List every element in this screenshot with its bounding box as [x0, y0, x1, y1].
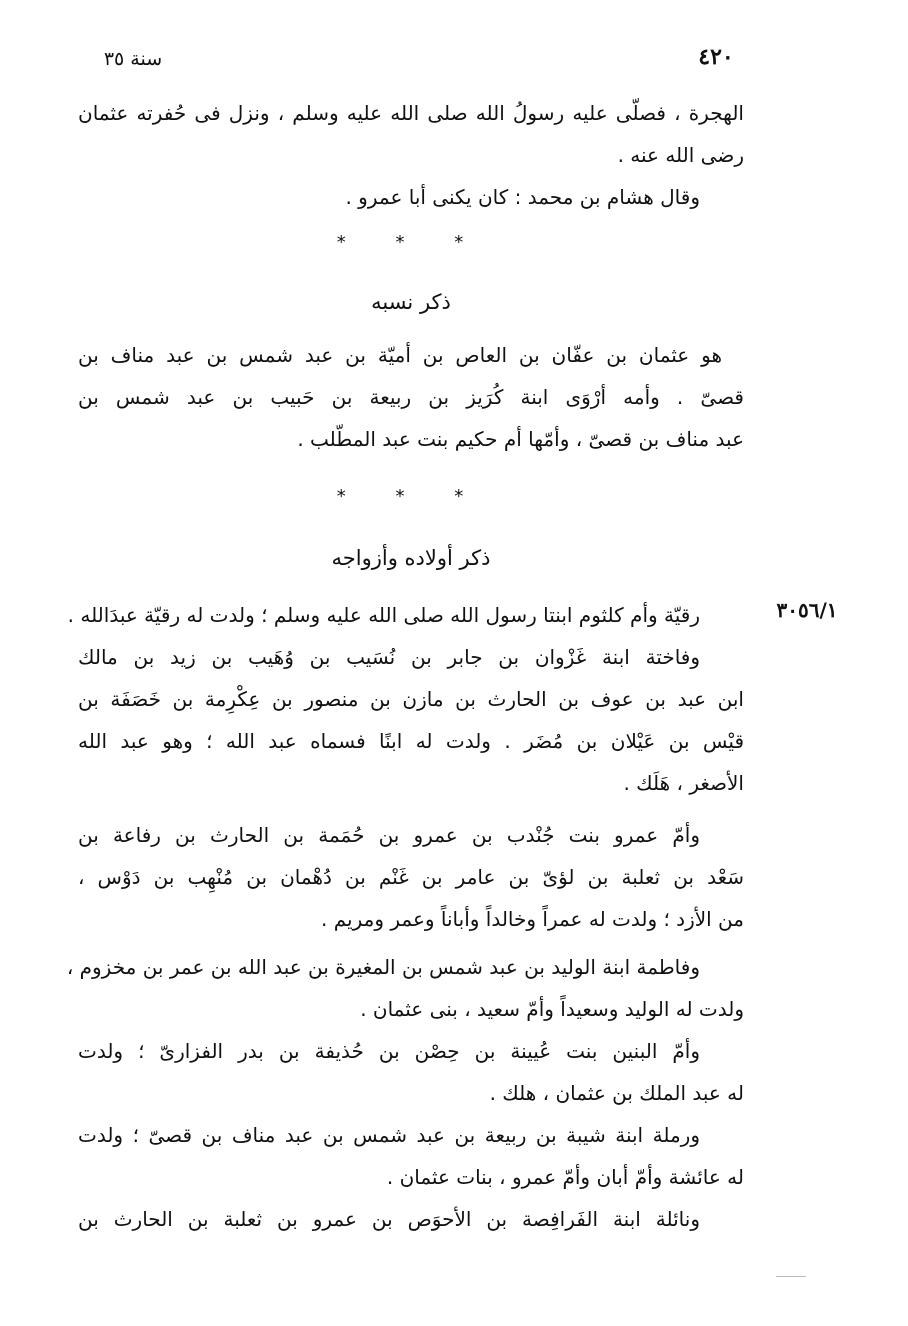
- section-heading: ذكر أولاده وأزواجه: [331, 546, 491, 570]
- text-line: وأمّ عمرو بنت جُنْدب بن عمرو بن حُمَمة بن الحارث بن رفاعة بن: [78, 823, 700, 847]
- margin-reference: ٣٠٥٦/١: [776, 598, 838, 622]
- section-heading: ذكر نسبه: [371, 290, 451, 314]
- text-line: وفاطمة ابنة الوليد بن عبد شمس بن المغيرة بن عبد الله بن عمر بن مخزوم ،: [66, 955, 700, 979]
- section-separator: * * *: [336, 486, 486, 507]
- page-number: ٤٢٠: [698, 44, 734, 70]
- text-line: ابن عبد بن عوف بن الحارث بن مازن بن منصور بن عِكْرِمة بن خَصَفَة بن: [78, 687, 744, 711]
- text-line: وقال هشام بن محمد : كان يكنى أبا عمرو .: [345, 185, 700, 209]
- text-line: ونائلة ابنة الفَرافِصة بن الأحوَص بن عمرو بن ثعلبة بن الحارث بن: [78, 1207, 700, 1231]
- text-line: قصىّ . وأمه أرْوَى ابنة كُرَيز بن ربيعة بن حَبيب بن عبد شمس بن: [78, 385, 744, 409]
- text-line: من الأزد ؛ ولدت له عمراً وخالداً وأباناً وعمر ومريم .: [320, 907, 744, 931]
- text-line: عبد مناف بن قصىّ ، وأمّها أم حكيم بنت عبد المطّلب .: [297, 427, 744, 451]
- text-line: رضى الله عنه .: [617, 143, 744, 167]
- text-line: له عبد الملك بن عثمان ، هلك .: [489, 1081, 744, 1105]
- text-line: سَعْد بن ثعلبة بن لؤىّ بن عامر بن غَنْم بن دُهْمان بن مُنْهِب بن دَوْس ،: [78, 865, 744, 889]
- text-line: وأمّ البنين بنت عُيينة بن حِصْن بن حُذيفة بن بدر الفزارىّ ؛ ولدت: [78, 1039, 700, 1063]
- text-line: وفاختة ابنة غَزْوان بن جابر بن نُسَيب بن وُهَيب بن زيد بن مالك: [78, 645, 700, 669]
- running-header-year: سنة ٣٥: [103, 48, 163, 70]
- text-line: هو عثمان بن عفّان بن العاص بن أميّة بن عبد شمس بن عبد مناف بن: [78, 343, 722, 367]
- section-separator: * * *: [336, 232, 486, 253]
- text-line: الأصغر ، هَلَك .: [623, 771, 744, 795]
- text-line: قيْس بن عَيْلان بن مُضَر . ولدت له ابنًا فسماه عبد الله ؛ وهو عبد الله: [78, 729, 744, 753]
- text-line: رقيّة وأم كلثوم ابنتا رسول الله صلى الله عليه وسلم ؛ ولدت له رقيّة عبدَالله .: [67, 603, 700, 627]
- text-line: الهجرة ، فصلّى عليه رسولُ الله صلى الله عليه وسلم ، ونزل فى حُفرته عثمان: [78, 101, 744, 125]
- text-line: ولدت له الوليد وسعيداً وأمّ سعيد ، بنى عثمان .: [360, 997, 744, 1021]
- text-line: ورملة ابنة شيبة بن ربيعة بن عبد شمس بن عبد مناف بن قصىّ ؛ ولدت: [78, 1123, 700, 1147]
- page-edge-mark: [776, 1276, 806, 1277]
- text-line: له عائشة وأمّ أبان وأمّ عمرو ، بنات عثمان .: [386, 1165, 744, 1189]
